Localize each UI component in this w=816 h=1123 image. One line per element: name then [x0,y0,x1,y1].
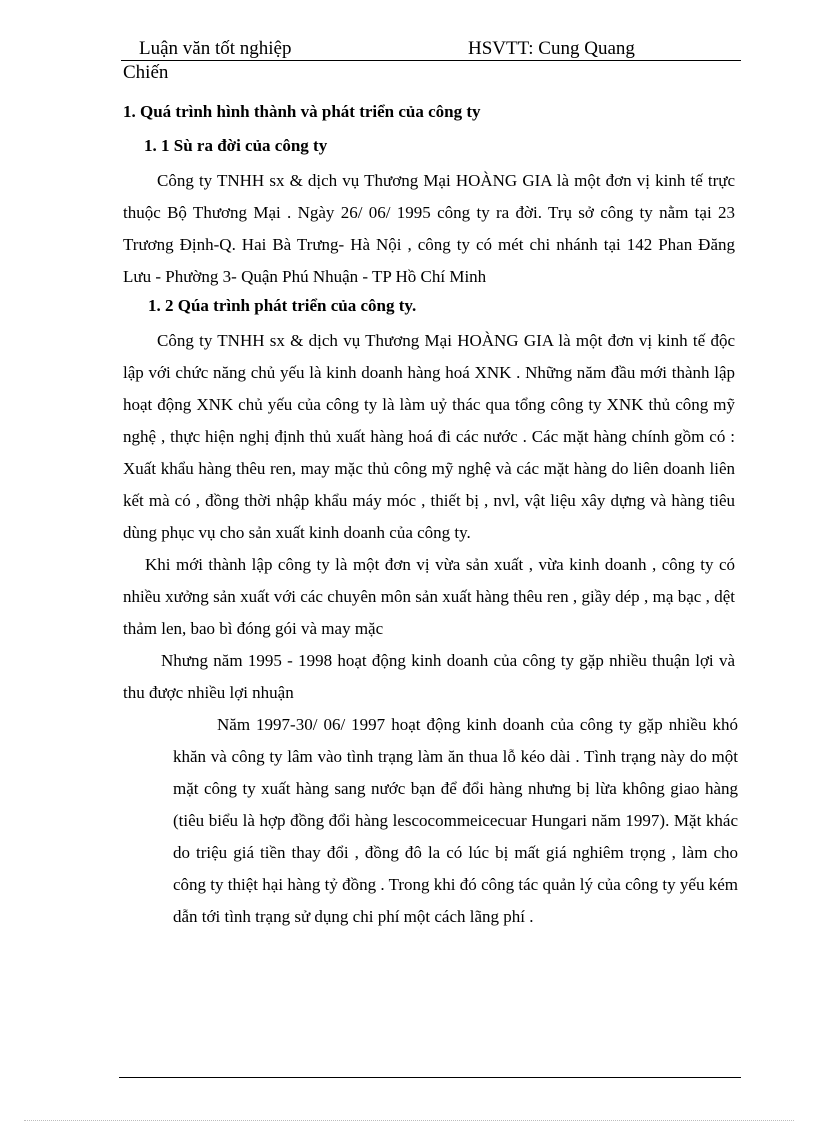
paragraph-1997-difficulties: Năm 1997-30/ 06/ 1997 hoạt động kinh doanh của công ty gặp nhiều khó khăn và công ty lâm vào tình trạng làm ăn thua lỗ kéo dài . Tình trạng này do một mặt công ty xuất hàng sang nước bạn để đổi hàng nhưng bị lừa không giao hàng (tiêu biểu là hợp đồng đổi hàng lescocommeicecuar Hungari năm 1997). Mặt khác do triệu giá tiền thay đổi , đồng đô la có lúc bị mất giá nghiêm trọng , làm cho công ty thiệt hại hàng tỷ đồng . Trong khi đó công tác quản lý của công ty yếu kém dẫn tới tình trạng sử dụng chi phí một cách lãng phí . [173,715,738,926]
footer-divider [119,1077,741,1078]
subsection-heading-1: 1. 1 Sù ra đời của công ty [144,136,328,155]
page-bottom-dotted-line [24,1120,794,1121]
header-student-name: HSVTT: Cung Quang [468,38,635,59]
paragraph-company-origin: Công ty TNHH sx & dịch vụ Thương Mại HOÀNG GIA là một đơn vị kinh tế trực thuộc Bộ Thương Mại . Ngày 26/ 06/ 1995 công ty ra đời. Trụ sở công ty nằm tại 23 Trương Định-Q. Hai Bà Trưng- Hà Nội , công ty có mét chi nhánh tại 142 Phan Đăng Lưu - Phường 3- Quận Phú Nhuận - TP Hồ Chí Minh [123,171,735,286]
header-student-name-wrap: Chiến [123,62,169,83]
paragraph-1995-1998: Nhưng năm 1995 - 1998 hoạt động kinh doanh của công ty gặp nhiều thuận lợi và thu được nhiều lợi nhuận [123,651,735,702]
paragraph-company-development: Công ty TNHH sx & dịch vụ Thương Mại HOÀNG GIA là một đơn vị kinh tế độc lập với chức năng chủ yếu là kinh doanh hàng hoá XNK . Những năm đầu mới thành lập hoạt động XNK chủ yếu của công ty là làm uỷ thác qua tổng công ty XNK thủ công mỹ nghệ , thực hiện nghị định thủ xuất hàng hoá đi các nước . Các mặt hàng chính gồm có : Xuất khẩu hàng thêu ren, may mặc thủ công mỹ nghệ và các mặt hàng do liên doanh liên kết mà có , đồng thời nhập khẩu máy móc , thiết bị , nvl, vật liệu xây dựng và hàng tiêu dùng phục vụ cho sản xuất kinh doanh của công ty. [123,331,735,542]
document-body [123,99,738,933]
header-thesis-title: Luận văn tốt nghiệp [139,38,292,59]
page-header [121,38,741,61]
paragraph-early-years: Khi mới thành lập công ty là một đơn vị vừa sản xuất , vừa kinh doanh , công ty có nhiều xưởng sản xuất với các chuyên môn sản xuất hàng thêu ren , giầy dép , mạ bạc , dệt thảm len, bao bì đóng gói và may mặc [123,555,735,638]
subsection-heading-2: 1. 2 Qúa trình phát triển của công ty. [148,296,417,315]
section-heading: 1. Quá trình hình thành và phát triển của công ty [123,102,481,121]
